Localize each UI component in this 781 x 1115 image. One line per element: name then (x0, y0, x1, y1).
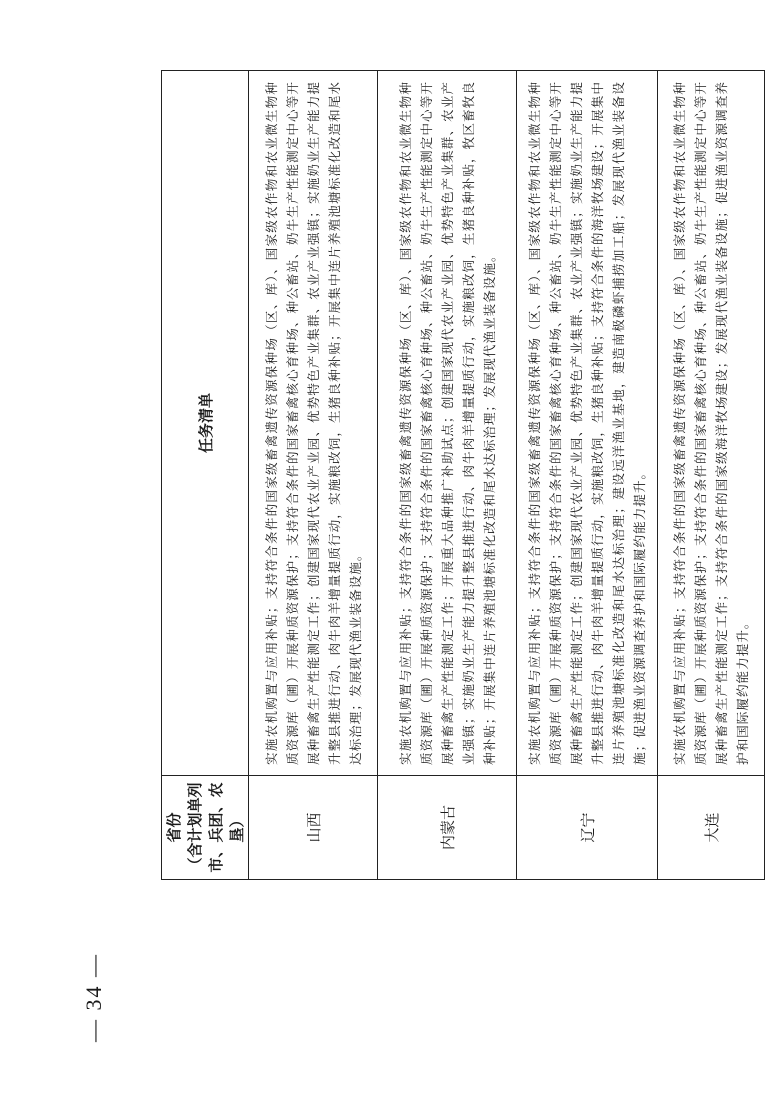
task-cell: 实施农机购置与应用补贴；支持符合条件的国家级畜禽遗传资源保种场（区、库）、国家级农作物和农业微生物种质资源库（圃）开展种质资源保护；支持符合条件的国家畜禽核心育种场、种公畜站、奶牛生产性能测定中心等开展种畜禽生产性能测定工作；创建国家现代农业产业园、优势特色产业集群、农业产业强镇；实施奶业生产能力提升整县推进行动、肉牛肉羊增量提质行动，实施粮改饲，生猪良种补贴；开展集中连片养殖池塘标准化改造和尾水达标治理；发展现代渔业装备设施。 (248, 70, 377, 775)
header-tasks-label: 任务清单 (196, 392, 214, 453)
table-row (248, 70, 377, 879)
task-cell: 实施农机购置与应用补贴；支持符合条件的国家级畜禽遗传资源保种场（区、库）、国家级农作物和农业微生物种质资源库（圃）开展种质资源保护；支持符合条件的国家畜禽核心育种场、种公畜站、奶牛生产性能测定中心等开展种畜禽生产性能测定工作；开展重大品种推广补助试点；创建国家现代农业产业园、优势特色产业集群、农业产业强镇；实施奶业生产能力提升整县推进行动、肉牛肉羊增量提质行动，实施粮改饲，生猪良种补贴，牧区畜牧良种补贴；开展集中连片养殖池塘标准化改造和尾水达标治理；发展现代渔业装备设施。 (377, 70, 516, 775)
province-cell: 辽宁 (516, 775, 657, 879)
table-row (657, 70, 764, 879)
header-tasks (161, 70, 248, 775)
table-row (377, 70, 516, 879)
task-cell: 实施农机购置与应用补贴；支持符合条件的国家级畜禽遗传资源保种场（区、库）、国家级农作物和农业微生物种质资源库（圃）开展种质资源保护；支持符合条件的国家畜禽核心育种场、种公畜站、奶牛生产性能测定中心等开展种畜禽生产性能测定工作；创建国家现代农业产业园、优势特色产业集群、农业产业强镇；实施奶业生产能力提升整县推进行动、肉牛肉羊增量提质行动，实施粮改饲，生猪良种补贴；支持符合条件的海洋牧场建设；开展集中连片养殖池塘标准化改造和尾水达标治理；建设远洋渔业基地，建造南极磷虾捕捞加工船；发展现代渔业装备设施；促进渔业资源调查养护和国际履约能力提升。 (516, 70, 657, 775)
rotated-document-page (61, 58, 750, 1058)
header-province (161, 775, 248, 879)
task-cell: 实施农机购置与应用补贴；支持符合条件的国家级畜禽遗传资源保种场（区、库）、国家级农作物和农业微生物种质资源库（圃）开展种质资源保护；支持符合条件的国家畜禽核心育种场、种公畜站、奶牛生产性能测定中心等开展种畜禽生产性能测定工作；支持符合条件的国家级海洋牧场建设；发展现代渔业装备设施；促进渔业资源调查养护和国际履约能力提升。 (657, 70, 764, 775)
province-cell: 山西 (248, 775, 377, 879)
header-province-label: 省份 （含计划单列市、兵团、农垦） (164, 782, 246, 873)
province-cell: 大连 (657, 775, 764, 879)
task-list-table (161, 70, 765, 880)
page-number: — 34 — (80, 952, 106, 1042)
table-row (516, 70, 657, 879)
table-header-row (161, 70, 248, 879)
province-cell: 内蒙古 (377, 775, 516, 879)
